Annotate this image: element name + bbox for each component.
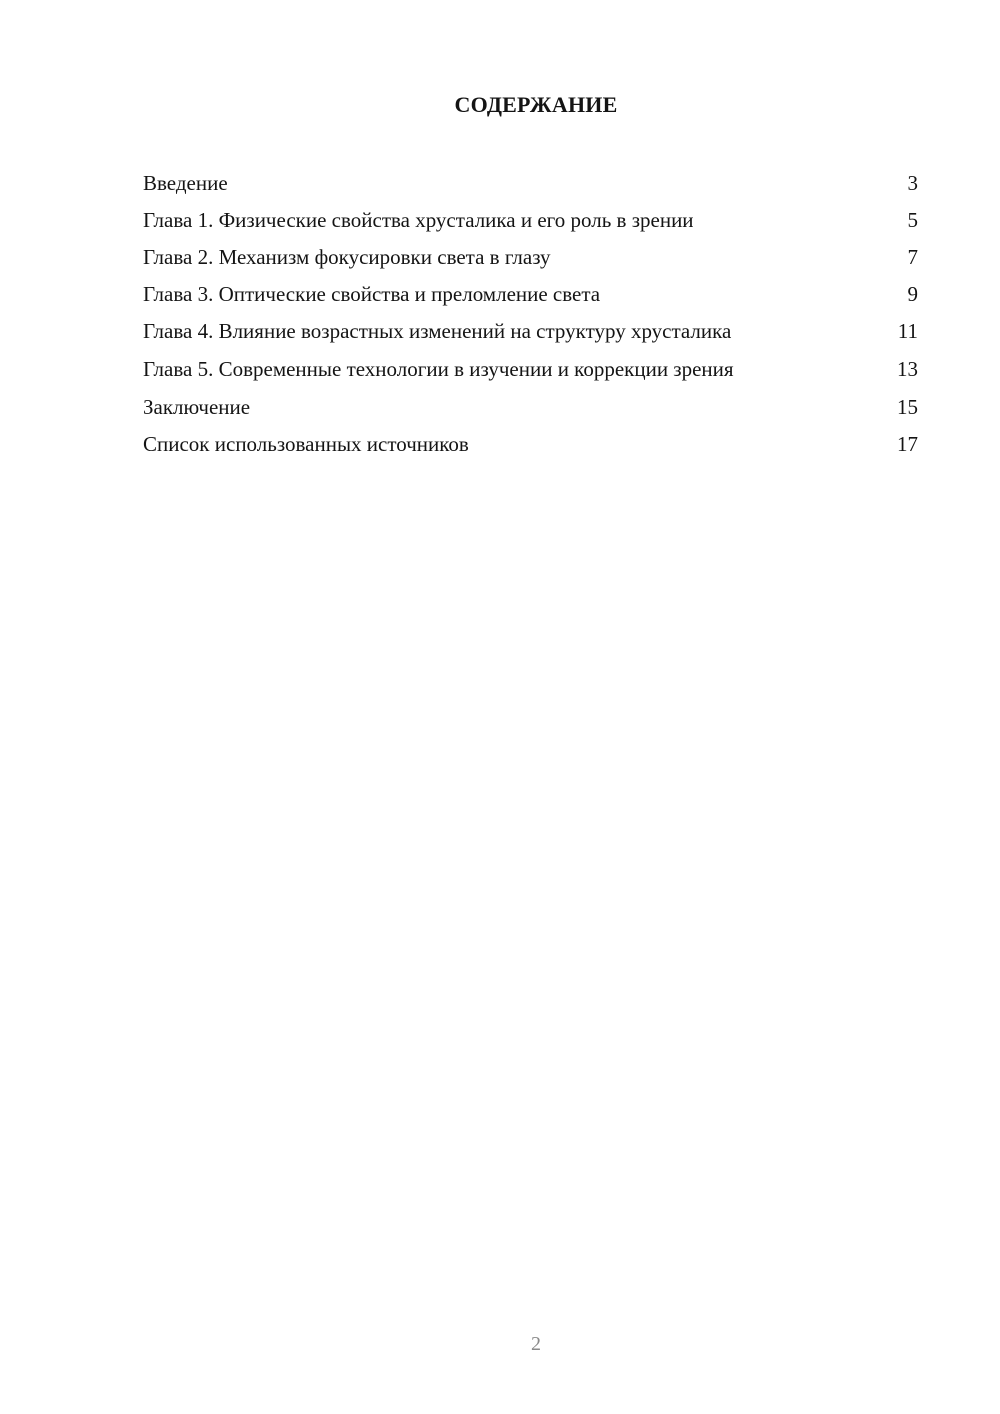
toc-entry-page: 13: [897, 357, 918, 381]
table-of-contents: [143, 170, 918, 468]
page-title: СОДЕРЖАНИЕ: [454, 92, 618, 117]
toc-entry-chapter-4: [143, 318, 918, 344]
toc-entry-title: Глава 3. Оптические свойства и преломление света: [143, 282, 601, 306]
toc-entry-page: 11: [897, 319, 918, 343]
toc-entry-chapter-3: [143, 281, 918, 307]
toc-entry-chapter-2: [143, 244, 918, 270]
toc-entry-introduction: [143, 170, 918, 196]
toc-entry-title: Заключение: [143, 395, 251, 419]
toc-entry-title: Глава 1. Физические свойства хрусталика и его роль в зрении: [143, 208, 694, 232]
toc-entry-title: Глава 2. Механизм фокусировки света в глазу: [143, 245, 551, 269]
toc-entry-page: 17: [897, 432, 918, 456]
toc-entry-title: Введение: [143, 171, 228, 195]
toc-entry-title: Список использованных источников: [143, 432, 469, 456]
toc-entry-page: 7: [907, 245, 918, 269]
toc-entry-title: Глава 4. Влияние возрастных изменений на структуру хрусталика: [143, 319, 732, 343]
toc-entry-title: Глава 5. Современные технологии в изучении и коррекции зрения: [143, 357, 734, 381]
toc-entry-chapter-5: [143, 356, 918, 382]
toc-entry-references: [143, 431, 918, 457]
toc-entry-page: 5: [907, 208, 918, 232]
toc-entry-page: 15: [897, 395, 918, 419]
toc-entry-chapter-1: [143, 207, 918, 233]
toc-entry-conclusion: [143, 394, 918, 420]
toc-entry-page: 9: [907, 282, 918, 306]
page-number: 2: [531, 1333, 541, 1355]
toc-entry-page: 3: [907, 171, 918, 195]
